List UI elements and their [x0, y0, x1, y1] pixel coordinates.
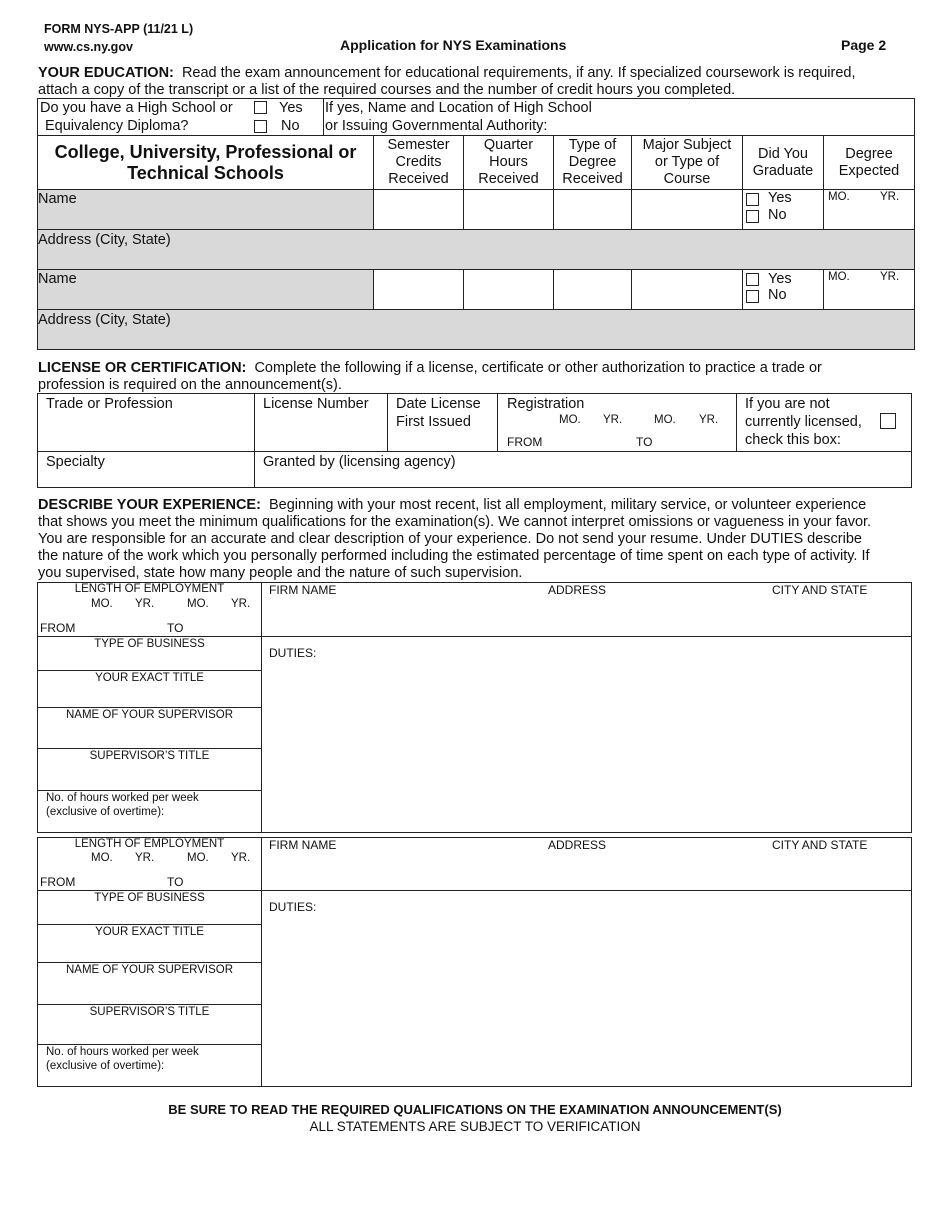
- college1-grad-yes-checkbox[interactable]: [746, 193, 759, 206]
- college1-grad-yes-label: Yes: [768, 190, 792, 206]
- job1-from-mo: MO.: [91, 598, 113, 610]
- footer-verification: ALL STATEMENTS ARE SUBJECT TO VERIFICATION: [309, 1119, 641, 1134]
- education-heading: YOUR EDUCATION:: [38, 65, 174, 81]
- hs-yes-label: Yes: [279, 100, 303, 116]
- reg-from-yr: YR.: [603, 414, 623, 426]
- job2-to-yr: YR.: [231, 852, 251, 864]
- hs-name-label-line1: If yes, Name and Location of High School: [325, 100, 592, 116]
- hs-no-checkbox[interactable]: [254, 120, 267, 133]
- job2-type-business-label: TYPE OF BUSINESS: [94, 892, 205, 904]
- job2-firm-label: FIRM NAME: [269, 838, 337, 852]
- not-licensed-line1: If you are not: [745, 396, 830, 412]
- not-licensed-checkbox[interactable]: [880, 413, 896, 429]
- granted-by-label: Granted by (licensing agency): [263, 454, 456, 470]
- college1-mo: MO.: [828, 191, 850, 203]
- job2-supervisor-name-label: NAME OF YOUR SUPERVISOR: [66, 964, 233, 976]
- college2-yr: YR.: [880, 271, 900, 283]
- college1-name-label: Name: [38, 191, 77, 207]
- page-number: Page 2: [841, 37, 887, 53]
- col-quarter: Quarter Hours Received: [478, 137, 539, 187]
- website: www.cs.ny.gov: [44, 40, 133, 54]
- college2-mo: MO.: [828, 271, 850, 283]
- job1-exact-title-label: YOUR EXACT TITLE: [95, 672, 204, 684]
- date-issued-line2: First Issued: [396, 414, 471, 430]
- job1-to-yr: YR.: [231, 598, 251, 610]
- job1-supervisor-title-label: SUPERVISOR’S TITLE: [89, 750, 210, 762]
- job1-length-label: LENGTH OF EMPLOYMENT: [74, 583, 225, 595]
- experience-intro-line4: the nature of the work which you personally performed including the estimated percentage of time spent on each type of activity. If: [38, 548, 870, 564]
- college2-grad-no-checkbox[interactable]: [746, 290, 759, 303]
- hs-question-line2: Equivalency Diploma?: [45, 118, 189, 134]
- job1-from-yr: YR.: [135, 598, 155, 610]
- job2-from-yr: YR.: [135, 852, 155, 864]
- license-intro-line1: Complete the following if a license, certificate or other authorization to practice a trade or: [254, 360, 822, 376]
- reg-to-mo: MO.: [654, 414, 676, 426]
- reg-from-mo: MO.: [559, 414, 581, 426]
- job1-hours-line1: No. of hours worked per week: [46, 792, 199, 804]
- col-graduate: Did You Graduate: [752, 146, 814, 179]
- license-number-label: License Number: [263, 396, 369, 412]
- hs-no-label: No: [281, 118, 300, 134]
- reg-to-yr: YR.: [699, 414, 719, 426]
- experience-intro-line5: you supervised, state how many people and the nature of such supervision.: [38, 565, 523, 581]
- trade-label: Trade or Profession: [46, 396, 173, 412]
- college-header: [38, 142, 373, 184]
- job2-supervisor-title-label: SUPERVISOR’S TITLE: [89, 1006, 210, 1018]
- college2-grad-yes-label: Yes: [768, 271, 792, 287]
- hs-yes-checkbox[interactable]: [254, 101, 267, 114]
- college1-address-label: Address (City, State): [38, 232, 171, 248]
- job2-to-label: TO: [167, 875, 184, 889]
- college2-grad-no-label: No: [768, 287, 787, 303]
- job2-length-label: LENGTH OF EMPLOYMENT: [74, 838, 225, 850]
- job1-to-mo: MO.: [187, 598, 209, 610]
- experience-intro: [38, 497, 866, 514]
- college2-name-label: Name: [38, 271, 77, 287]
- job2-exact-title-label: YOUR EXACT TITLE: [95, 926, 204, 938]
- job2-city-state-label: CITY AND STATE: [772, 838, 868, 852]
- license-heading: LICENSE OR CERTIFICATION:: [38, 360, 247, 376]
- job2-address-label: ADDRESS: [548, 838, 607, 852]
- education-intro-line1: Read the exam announcement for educational requirements, if any. If specialized coursework is required,: [181, 65, 856, 81]
- education-intro: [38, 65, 855, 82]
- college-header-line2: Technical Schools: [127, 163, 284, 183]
- job2-from-mo: MO.: [91, 852, 113, 864]
- hs-question-line1: Do you have a High School or: [40, 100, 233, 116]
- job1-from-label: FROM: [40, 621, 76, 635]
- not-licensed-line2: currently licensed,: [745, 414, 862, 430]
- license-intro-line2: profession is required on the announcement(s).: [38, 377, 342, 393]
- license-intro: [38, 360, 822, 377]
- reg-from-label: FROM: [507, 435, 543, 449]
- experience-heading: DESCRIBE YOUR EXPERIENCE:: [38, 497, 261, 513]
- job1-type-business-label: TYPE OF BUSINESS: [94, 638, 205, 650]
- job2-from-label: FROM: [40, 875, 76, 889]
- col-major: Major Subject or Type of Course: [642, 137, 732, 187]
- college1-yr: YR.: [880, 191, 900, 203]
- college2-address-label: Address (City, State): [38, 312, 171, 328]
- registration-label: Registration: [507, 396, 585, 412]
- job2-hours-line1: No. of hours worked per week: [46, 1046, 199, 1058]
- experience-intro-line2: that shows you meet the minimum qualifications for the examination(s). We cannot interpret omissions or vagueness in your favor.: [38, 514, 872, 530]
- job1-supervisor-name-label: NAME OF YOUR SUPERVISOR: [66, 709, 233, 721]
- job2-hours-line2: (exclusive of overtime):: [46, 1060, 165, 1072]
- college-header-line1: College, University, Professional or: [54, 142, 357, 162]
- job1-to-label: TO: [167, 621, 184, 635]
- col-semester: Semester Credits Received: [387, 137, 450, 187]
- experience-intro-line1: Beginning with your most recent, list all employment, military service, or volunteer experience: [268, 497, 867, 513]
- job1-firm-label: FIRM NAME: [269, 583, 337, 597]
- date-issued-line1: Date License: [396, 396, 481, 412]
- footer-warning: BE SURE TO READ THE REQUIRED QUALIFICATIONS ON THE EXAMINATION ANNOUNCEMENT(S): [168, 1102, 782, 1117]
- education-intro-line2: attach a copy of the transcript or a list of the required courses and the number of credit hours you completed.: [38, 82, 736, 98]
- job1-hours-line2: (exclusive of overtime):: [46, 806, 165, 818]
- job1-city-state-label: CITY AND STATE: [772, 583, 868, 597]
- page-title: Application for NYS Examinations: [340, 37, 567, 53]
- job2-duties-label: DUTIES:: [269, 900, 317, 914]
- specialty-label: Specialty: [46, 454, 105, 470]
- reg-to-label: TO: [636, 435, 653, 449]
- college1-grad-no-checkbox[interactable]: [746, 210, 759, 223]
- hs-name-label-line2: or Issuing Governmental Authority:: [325, 118, 548, 134]
- not-licensed-line3: check this box:: [745, 432, 841, 448]
- college2-grad-yes-checkbox[interactable]: [746, 273, 759, 286]
- form-id: FORM NYS-APP (11/21 L): [44, 22, 194, 36]
- job2-to-mo: MO.: [187, 852, 209, 864]
- college1-grad-no-label: No: [768, 207, 787, 223]
- col-expected: Degree Expected: [838, 146, 900, 179]
- job1-address-label: ADDRESS: [548, 583, 607, 597]
- col-degree-type: Type of Degree Received: [562, 137, 623, 187]
- experience-intro-line3: You are responsible for an accurate and clear description of your experience. Do not send your resume. Under DUTIES describe: [38, 531, 862, 547]
- job1-duties-label: DUTIES:: [269, 646, 317, 660]
